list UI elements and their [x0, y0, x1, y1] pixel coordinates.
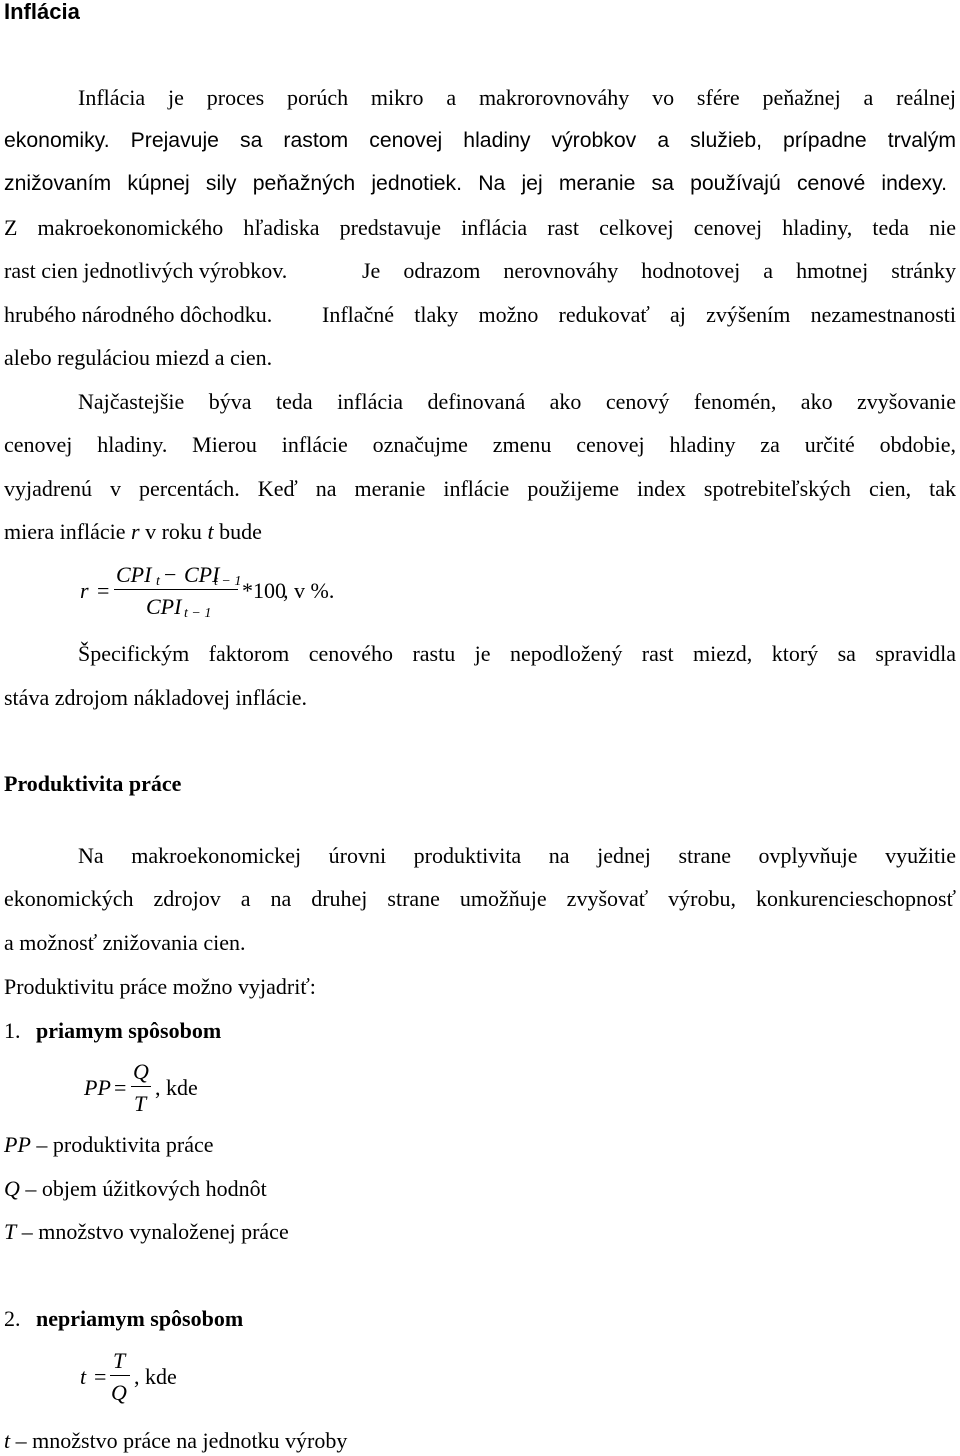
- formula2-lhs: PP: [84, 1075, 111, 1100]
- formula1-lhs: r: [80, 578, 89, 603]
- list-item-2-label: nepriamym spôsobom: [36, 1306, 244, 1331]
- formula1-tail: , v %.: [283, 578, 335, 603]
- list-item-1-number: 1.: [4, 1018, 21, 1043]
- para1-line-6a: hrubého národného dôchodku.: [4, 302, 273, 327]
- formula3-fraction-bar: [110, 1375, 130, 1376]
- para2-line-1: Najčastejšie býva teda inflácia definovaná ako cenový fenomén, ako zvyšovanie: [78, 389, 956, 414]
- legend1-text-t: – množstvo vynaloženej práce: [21, 1219, 289, 1244]
- legend1-row-pp: [4, 1132, 956, 1158]
- formula3-tail: , kde: [134, 1364, 177, 1389]
- para2-line-3: vyjadrenú v percentách. Keď na meranie inflácie použijeme index spotrebiteľských cien, tak: [4, 476, 956, 501]
- formula3-lhs: t: [80, 1364, 87, 1389]
- para1-line-7: alebo reguláciou miezd a cien.: [4, 345, 273, 370]
- para4-line-2: ekonomických zdrojov a na druhej strane umožňuje zvyšovať výrobu, konkurencieschopnosť: [4, 886, 956, 911]
- formula2-equals: =: [114, 1075, 127, 1100]
- para2-line-4: [4, 519, 956, 545]
- formula1-sub-t: t: [156, 574, 160, 589]
- formula2-denominator: T: [134, 1091, 147, 1116]
- para2-text-miera: miera inflácie: [4, 519, 126, 544]
- list-item-1: [4, 1018, 956, 1044]
- para1-line-5a: rast cien jednotlivých výrobkov.: [4, 258, 288, 283]
- para4-line-3: a možnosť znižovania cien.: [4, 930, 246, 955]
- formula1-equals: =: [97, 578, 110, 603]
- para1-line-1: Inflácia je proces porúch mikro a makrorovnováhy vo sfére peňažnej a reálnej: [78, 85, 956, 110]
- para1-line-3: znižovaním kúpnej sily peňažných jednotiek. Na jej meranie sa používajú cenové indexy.: [4, 172, 947, 195]
- legend1-row-t: [4, 1219, 956, 1245]
- para2-text-bude: bude: [219, 519, 262, 544]
- formula1-cpi-num1: CPI: [116, 562, 152, 587]
- formula1-fraction-bar: [114, 589, 238, 590]
- formula2-fraction-bar: [131, 1086, 151, 1087]
- para1-line-4: Z makroekonomického hľadiska predstavuje inflácia rast celkovej cenovej hladiny, teda nie: [4, 215, 956, 240]
- legend2-text-t: – množstvo práce na jednotku výroby: [15, 1428, 348, 1453]
- section-title-inflacia: Inflácia: [4, 0, 80, 24]
- legend2-row-t: [4, 1428, 956, 1454]
- para1-line-5b: Je odrazom nerovnováhy hodnotovej a hmotnej stránky: [362, 258, 956, 283]
- formula3-numerator: T: [113, 1348, 126, 1373]
- formula1-sub-t1-num: t − 1: [214, 574, 242, 589]
- legend1-row-q: [4, 1176, 956, 1202]
- legend1-sym-pp: PP: [4, 1132, 31, 1157]
- para3-line-2: stáva zdrojom nákladovej inflácie.: [4, 685, 307, 710]
- para4-line-4: Produktivitu práce možno vyjadriť:: [4, 974, 316, 999]
- formula1-cpi-den: CPI: [146, 594, 182, 619]
- list-item-1-label: priamym spôsobom: [36, 1018, 222, 1043]
- para2-var-r: r: [131, 519, 140, 544]
- para1-line-2: ekonomiky. Prejavuje sa rastom cenovej hladiny výrobkov a služieb, prípadne trvalým: [4, 129, 956, 152]
- legend1-sym-t: T: [4, 1219, 17, 1244]
- para3-line-1: Špecifickým faktorom cenového rastu je nepodložený rast miezd, ktorý sa spravidla: [78, 641, 956, 666]
- formula3-denominator: Q: [111, 1380, 127, 1405]
- formula1-cpi-num2: CPI: [184, 562, 220, 587]
- formula1-sub-t1-den: t − 1: [184, 606, 212, 621]
- para2-line-2: cenovej hladiny. Mierou inflácie označujme zmenu cenovej hladiny za určité obdobie,: [4, 432, 956, 457]
- section-title-produktivita: Produktivita práce: [4, 771, 182, 796]
- para1-line-6b: Inflačné tlaky možno redukovať aj zvýšením nezamestnanosti: [322, 302, 956, 327]
- legend1-sym-q: Q: [4, 1176, 20, 1201]
- list-item-2-number: 2.: [4, 1306, 21, 1331]
- legend1-text-pp: – produktivita práce: [36, 1132, 214, 1157]
- formula1-times100: *100: [242, 578, 286, 603]
- para4-line-1: Na makroekonomickej úrovni produktivita na jednej strane ovplyvňuje využitie: [78, 843, 956, 868]
- legend1-text-q: – objem úžitkových hodnôt: [25, 1176, 267, 1201]
- formula3-equals: =: [94, 1364, 107, 1389]
- formula1-minus: −: [164, 562, 177, 587]
- formula2-numerator: Q: [133, 1059, 149, 1084]
- list-item-2: [4, 1306, 956, 1332]
- para2-text-vroku: v roku: [145, 519, 202, 544]
- legend2-sym-t: t: [4, 1428, 11, 1453]
- formula2-tail: , kde: [155, 1075, 198, 1100]
- para2-var-t: t: [207, 519, 214, 544]
